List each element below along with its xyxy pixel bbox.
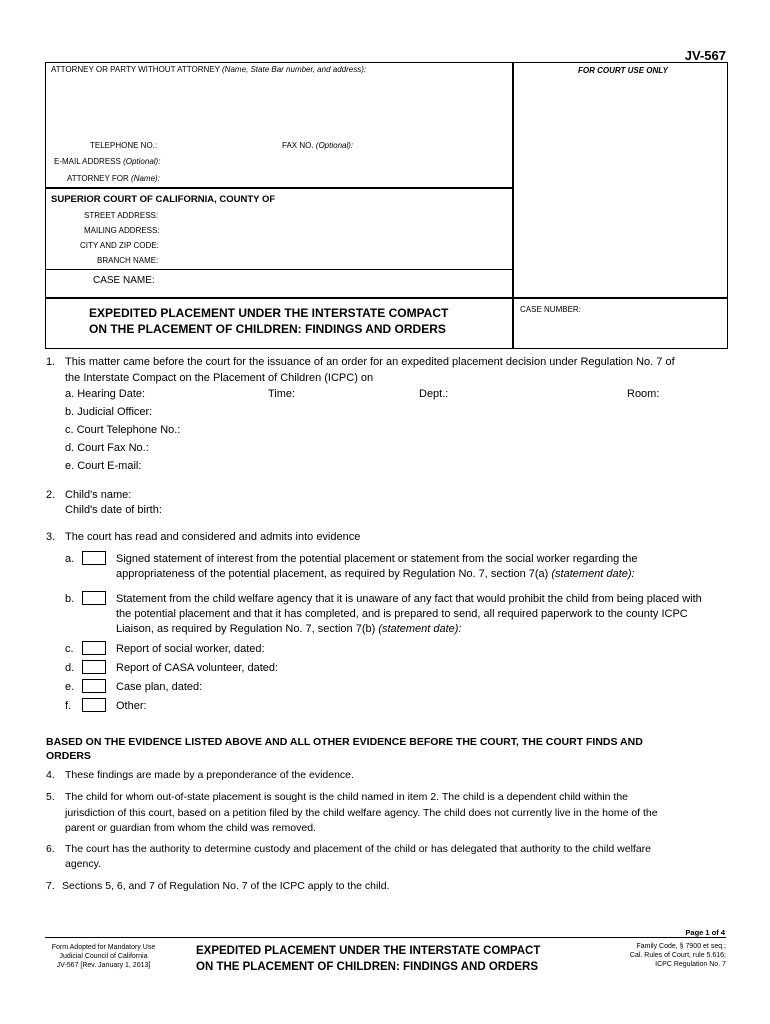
judicial-officer-label: b. Judicial Officer: bbox=[65, 406, 153, 418]
attorney-for-label: ATTORNEY FOR (Name): bbox=[67, 174, 160, 183]
item-2-number: 2. bbox=[46, 489, 56, 501]
room-label: Room: bbox=[627, 388, 660, 400]
item-5-line-3: parent or guardian from whom the child was removed. bbox=[65, 822, 316, 834]
attorney-label: ATTORNEY OR PARTY WITHOUT ATTORNEY (Name, State Bar number, and address): bbox=[51, 65, 367, 74]
email-label: E-MAIL ADDRESS (Optional): bbox=[54, 157, 161, 166]
time-label: Time: bbox=[268, 388, 296, 400]
title-line-2: ON THE PLACEMENT OF CHILDREN: FINDINGS AND ORDERS bbox=[89, 322, 446, 336]
item-3c-letter: c. bbox=[65, 643, 74, 655]
item-3c-label: Report of social worker, dated: bbox=[116, 643, 265, 655]
item-3a-line-2: appropriateness of the potential placement, as required by Regulation No. 7, section 7(a) (statement date): bbox=[116, 568, 635, 580]
item-5-line-2: jurisdiction of this court, based on a petition filed by the child welfare agency. The child does not currently live in the home of the bbox=[65, 807, 658, 819]
adopted-block: Form Adopted for Mandatory Use Judicial Council of California JV-567 [Rev. January 1, 2013] bbox=[51, 944, 156, 969]
item-3-line: The court has read and considered and admits into evidence bbox=[65, 531, 361, 543]
item-6-number: 6. bbox=[46, 843, 55, 855]
item-5-line-1: The child for whom out-of-state placement is sought is the child named in item 2. The child is a dependent child within the bbox=[65, 791, 629, 803]
item-3e-label: Case plan, dated: bbox=[116, 681, 203, 693]
item-3a-line-1: Signed statement of interest from the potential placement or statement from the social worker regarding the bbox=[116, 553, 638, 565]
court-telephone-label: c. Court Telephone No.: bbox=[65, 424, 181, 436]
item-3a-checkbox[interactable] bbox=[82, 551, 106, 565]
title-line-1: EXPEDITED PLACEMENT UNDER THE INTERSTATE COMPACT bbox=[89, 306, 449, 320]
page-number: Page 1 of 4 bbox=[685, 928, 725, 937]
item-3-number: 3. bbox=[46, 531, 56, 543]
telephone-label: TELEPHONE NO.: bbox=[90, 141, 158, 150]
case-number-label: CASE NUMBER: bbox=[520, 305, 581, 314]
item-3d-label: Report of CASA volunteer, dated: bbox=[116, 662, 279, 674]
attorney-box bbox=[45, 62, 514, 189]
item-1-line-1: This matter came before the court for the issuance of an order for an expedited placement decision under Regulation No. 7 of bbox=[65, 356, 675, 368]
fax-label: FAX NO. (Optional): bbox=[282, 141, 354, 150]
footer-title-line-2: ON THE PLACEMENT OF CHILDREN: FINDINGS AND ORDERS bbox=[196, 961, 539, 973]
court-use-box bbox=[512, 62, 728, 299]
court-heading: SUPERIOR COURT OF CALIFORNIA, COUNTY OF bbox=[51, 194, 276, 205]
findings-line-1: BASED ON THE EVIDENCE LISTED ABOVE AND ALL OTHER EVIDENCE BEFORE THE COURT, THE COURT FINDS AND bbox=[46, 736, 643, 748]
citations-block: Family Code, § 7900 et seq.; Cal. Rules of Court, rule 5.616; ICPC Regulation No. 7 bbox=[629, 943, 726, 968]
item-1-line-2: the Interstate Compact on the Placement of Children (ICPC) on bbox=[65, 372, 374, 384]
item-6-line-1: The court has the authority to determine custody and placement of the child or has delegated that authority to the child welfare bbox=[65, 843, 652, 855]
branch-name-label: BRANCH NAME: bbox=[97, 256, 159, 265]
item-1-number: 1. bbox=[46, 356, 56, 368]
item-3d-checkbox[interactable] bbox=[82, 660, 106, 674]
item-7-number: 7. bbox=[46, 880, 55, 892]
item-4-text: These findings are made by a preponderance of the evidence. bbox=[65, 769, 354, 781]
item-3f-checkbox[interactable] bbox=[82, 698, 106, 712]
form-number: JV-567 bbox=[684, 48, 726, 63]
item-3b-checkbox[interactable] bbox=[82, 591, 106, 605]
item-3b-letter: b. bbox=[65, 593, 75, 605]
item-3e-letter: e. bbox=[65, 681, 75, 693]
case-name-label: CASE NAME: bbox=[93, 275, 155, 286]
item-3c-checkbox[interactable] bbox=[82, 641, 106, 655]
item-7-text: Sections 5, 6, and 7 of Regulation No. 7 of the ICPC apply to the child. bbox=[62, 880, 390, 892]
hearing-date-label: a. Hearing Date: bbox=[65, 388, 146, 400]
item-3b-line-2: the potential placement and that it has completed, and is prepared to send, all required paperwork to the county ICPC bbox=[116, 608, 688, 620]
item-5-number: 5. bbox=[46, 791, 55, 803]
city-zip-label: CITY AND ZIP CODE: bbox=[80, 241, 159, 250]
item-4-number: 4. bbox=[46, 769, 55, 781]
item-6-line-2: agency. bbox=[65, 858, 101, 870]
dept-label: Dept.: bbox=[419, 388, 449, 400]
case-name-divider bbox=[45, 269, 513, 270]
court-fax-label: d. Court Fax No.: bbox=[65, 442, 149, 454]
footer-title-line-1: EXPEDITED PLACEMENT UNDER THE INTERSTATE COMPACT bbox=[196, 945, 541, 957]
item-3a-letter: a. bbox=[65, 553, 75, 565]
child-dob-label: Child's date of birth: bbox=[65, 504, 162, 516]
item-3e-checkbox[interactable] bbox=[82, 679, 106, 693]
street-address-label: STREET ADDRESS: bbox=[84, 211, 159, 220]
footer-rule bbox=[45, 937, 726, 938]
item-3d-letter: d. bbox=[65, 662, 75, 674]
item-3b-line-1: Statement from the child welfare agency that it is unaware of any fact that would prohibit the child from being placed with bbox=[116, 593, 702, 605]
court-email-label: e. Court E-mail: bbox=[65, 460, 142, 472]
item-3f-letter: f. bbox=[65, 700, 72, 712]
item-3f-label: Other: bbox=[116, 700, 147, 712]
court-use-label: FOR COURT USE ONLY bbox=[578, 66, 668, 75]
child-name-label: Child's name: bbox=[65, 489, 132, 501]
mailing-address-label: MAILING ADDRESS: bbox=[84, 226, 160, 235]
item-3b-line-3: Liaison, as required by Regulation No. 7, section 7(b) (statement date): bbox=[116, 623, 462, 635]
findings-line-2: ORDERS bbox=[46, 750, 91, 762]
